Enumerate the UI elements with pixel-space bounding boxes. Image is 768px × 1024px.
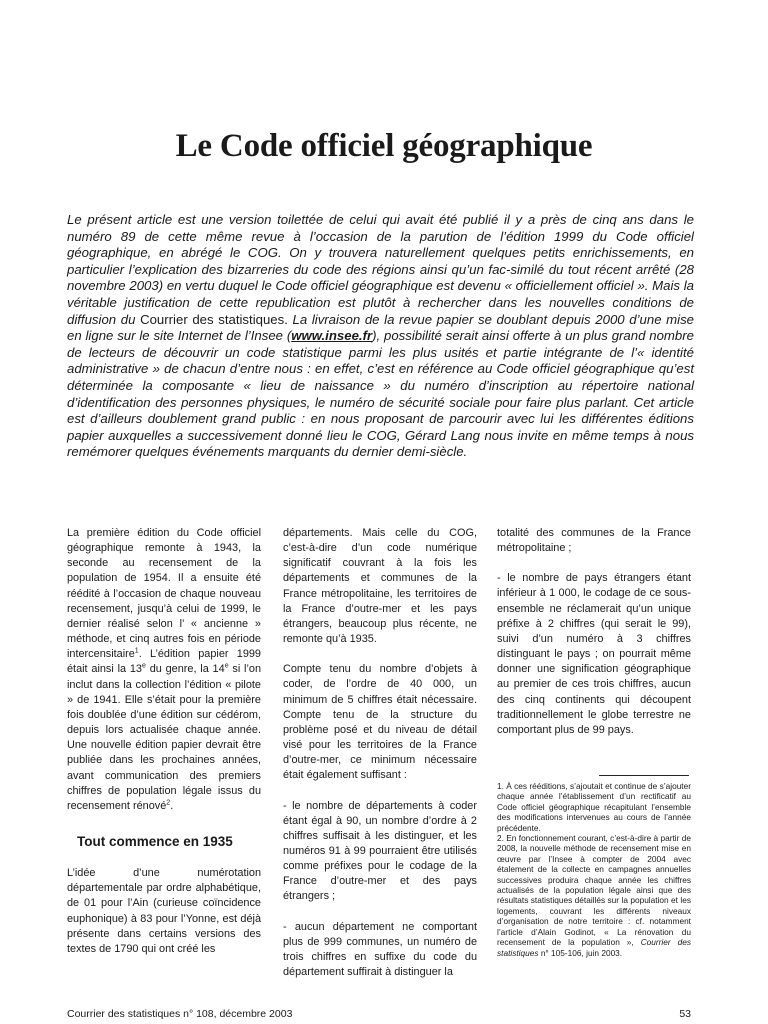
col1-paragraph-2: L’idée d’une numérotation départementale par ordre alphabétique, de 01 pour l’Ain (curieuse coïncidence euphonique) à 83 pour l’Yonne, est déjà présente dans certains versions des textes de 1790 qui ont créé les — [67, 867, 261, 955]
col3-paragraph-2: - le nombre de pays étrangers étant inférieur à 1 000, le codage de ce sous-ensemble ne réclamerait qu’un unique préfixe à 2 chiffres (qui serait le 99), suivi d’un numéro à 3 chiffres distinguant le pays ; on pourrait même donner une signification géographique au premier de ces trois chiffres, aucun des cinq continents qui découpent traditionnellement le globe terrestre ne comportant plus de 99 pays. — [497, 572, 691, 736]
col2-paragraph-2: Compte tenu du nombre d’objets à coder, de l’ordre de 40 000, un minimum de 5 chiffres était nécessaire. Compte tenu de la structure du problème posé et du niveau de détail visé pour les territoires de la France d’outre-mer, ce minimum nécessaire était également suffisant : — [283, 663, 477, 782]
footer-journal: Courrier des statistiques n° 108, décembre 2003 — [67, 1008, 293, 1020]
intro-text-3: ), possibilité serait ainsi offerte à un plus grand nombre de lecteurs de découvrir un code statistique parmi les plus usités et partie intégrante de l’« identité administrative » de chacun d’entre nous : en effet, c’est en référence au Code officiel géographique qu’est déterminée la composante « lieu de naissance » du numéro d’inscription au répertoire national d’identification des personnes physiques, le numéro de sécurité sociale pour faire plus parlant. Cet article est d’ailleurs doublement grand public : en nous proposant de parcourir avec lui les différentes éditions papier auxquelles a successivement donné lieu le COG, Gérard Lang nous invite en même temps à nous remémorer quelques événements marquants du dernier demi-siècle. — [67, 328, 694, 460]
insee-link[interactable]: www.insee.fr — [291, 328, 373, 344]
col2-paragraph-4: - aucun département ne comportant plus de 999 communes, un numéro de trois chiffres en suffixe du code du département suffirait à distinguer la — [283, 920, 477, 979]
footnote-2: 2. En fonctionnement courant, c’est-à-dire à partir de 2008, la nouvelle méthode de recensement mise en œuvre par l’Insee à compter de 2004 avec étalement de la collecte en campagnes annuelles successives produira chaque année les chiffres actualisés de la population légale ainsi que des résultats statistiques détaillés sur la population et les logements, couvrant les différents niveaux d’organisation de notre territoire : cf. notamment l’article d’Alain Godinot, « La rénovation du recensement de la population », Courrier des statistiques n° 105-106, juin 2003. — [497, 833, 691, 958]
footnote-ref-2[interactable]: 2 — [166, 799, 171, 807]
journal-name: Courrier des statistiques. — [140, 311, 288, 327]
intro-text-2: La livraison de la revue papier se doublant depuis 2000 d’une mise en ligne sur le site Internet de l’Insee ( — [67, 311, 695, 344]
col1-paragraph-1: La première édition du Code officiel géographique remonte à 1943, la seconde au recensement de la population de 1954. Il a ensuite été réédité à l’occasion de chaque nouveau recensement, jusqu’à celui de 1999, le dernier réalisé selon l’ « ancienne » méthode, et cinq autres fois en période intercensitaire$^1$. L’édition papier 1999 était ainsi la 13e du genre, la 14e si l’on inclut dans la collection l’édition « pilote » de 1941. Elle s’était pour la première fois doublée d’une édition sur cédérom, depuis lors actualisée chaque année. Une nouvelle édition papier devrait être publiée dans les prochaines années, avant communication des premiers chiffres de population légale issus du recensement rénové$^2$. — [67, 527, 262, 812]
footnote-divider — [599, 775, 689, 776]
article-title: Le Code officiel géographique — [175, 128, 593, 164]
column-1 — [67, 526, 261, 972]
col3-paragraph-1: totalité des communes de la France métropolitaine ; — [497, 527, 691, 555]
intro-abstract — [67, 212, 694, 461]
page-number: 53 — [679, 1008, 691, 1020]
intro-text-1: Le présent article est une version toilettée de celui qui avait été publié il y a près de cinq ans dans le numéro 89 de cette même revue à l’occasion de la parution de l’édition 1999 du Code officiel géographique, en abrégé le COG. On y trouvera naturellement quelques petits enrichissements, en particulier l’explication des bizarreries du code des régions ainsi qu’un fac-similé du tout récent arrêté (28 novembre 2003) en vertu duquel le Code officiel géographique est devenu « officiellement officiel ». Mais la véritable justification de cette republication est plutôt à rechercher dans les nouvelles conditions de diffusion du — [67, 212, 694, 327]
footnotes — [497, 781, 691, 958]
section-heading: Tout commence en 1935 — [77, 833, 233, 849]
col2-paragraph-3: - le nombre de départements à coder étant égal à 90, un nombre d’ordre à 2 chiffres suffisait à les distinguer, et les numéros 91 à 99 pourraient être utilisés comme préfixes pour le codage de la France d’outre-mer et des pays étrangers ; — [283, 799, 477, 903]
column-2 — [283, 526, 477, 995]
col2-paragraph-1: départements. Mais celle du COG, c’est-à-dire d’un code numérique significatif couvrant à la fois les départements et communes de la France métropolitaine, les territoires de la France d’outre-mer et les pays étrangers, beaucoup plus récente, ne remonte qu’à 1935. — [283, 527, 477, 646]
footnote-1: 1. À ces rééditions, s’ajoutait et continue de s’ajouter chaque année l’établissement d’un rectificatif au Code officiel géographique récapitulant l’ensemble des modifications intervenues au cours de l’année précédente. — [497, 781, 691, 833]
column-3 — [497, 526, 691, 753]
footnote-ref-1[interactable]: 1 — [134, 647, 139, 655]
